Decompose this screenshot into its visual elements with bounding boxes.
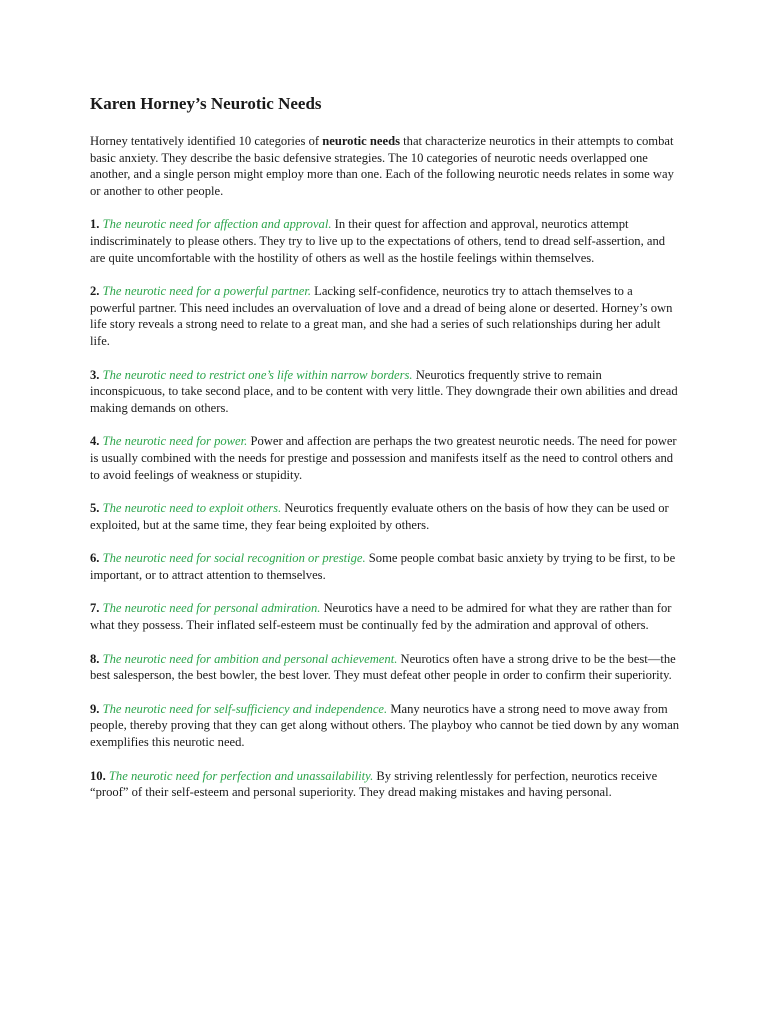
need-paragraph-8	[90, 651, 680, 684]
need-number: 4.	[90, 434, 100, 449]
document-title: Karen Horney’s Neurotic Needs	[90, 94, 322, 113]
need-number: 1.	[90, 217, 100, 232]
need-name: The neurotic need to exploit others.	[102, 501, 282, 516]
need-number: 6.	[90, 551, 100, 566]
need-paragraph-9	[90, 701, 680, 751]
need-paragraph-6	[90, 550, 680, 583]
need-paragraph-7	[90, 600, 680, 633]
need-description: Neurotics often have a strong drive to be the best—the best salesperson, the best bowler, the best lover. They must defeat other people in order to confirm their superiority.	[90, 651, 676, 683]
need-number: 9.	[90, 701, 100, 716]
need-description: Some people combat basic anxiety by trying to be first, to be important, or to attract attention to themselves.	[90, 551, 676, 582]
need-description: Power and affection are perhaps the two greatest neurotic needs. The need for power is usually combined with the needs for prestige and possession and manifests itself as the need to control others and to avoid feelings of weakness or stupidity.	[90, 434, 677, 482]
need-name: The neurotic need for affection and approval.	[102, 217, 332, 232]
intro-paragraph	[90, 133, 680, 199]
need-paragraph-5	[90, 500, 680, 533]
need-paragraph-2	[90, 283, 680, 349]
need-description: Lacking self-confidence, neurotics try to attach themselves to a powerful partner. This need includes an overvaluation of love and a dread of being alone or deserted. Horney’s own life story reveals a strong need to relate to a great man, and she had a series of such relationships during her adult life.	[90, 284, 673, 348]
need-number: 10.	[90, 768, 106, 783]
intro-bold-term: neurotic needs	[322, 134, 400, 148]
need-description: Many neurotics have a strong need to move away from people, thereby proving that they can get along without others. The playboy who cannot be tied down by any woman exemplifies this neurotic need.	[90, 701, 680, 750]
need-name: The neurotic need for personal admiration.	[102, 601, 321, 616]
need-name: The neurotic need for a powerful partner.	[102, 284, 311, 299]
intro-text-after: that characterize neurotics in their attempts to combat basic anxiety. They describe the basic defensive strategies. The 10 categories of neurotic needs overlapped one another, and a single person might employ more than one. Each of the following neurotic needs relates in some way or another to other people.	[90, 134, 674, 198]
need-number: 8.	[90, 651, 100, 666]
need-number: 3.	[90, 367, 100, 382]
need-name: The neurotic need for self-sufficiency and independence.	[102, 701, 388, 716]
need-description: Neurotics frequently evaluate others on the basis of how they can be used or exploited, but at the same time, they fear being exploited by others.	[90, 501, 669, 532]
document-page	[90, 93, 680, 818]
need-paragraph-1	[90, 216, 680, 266]
need-name: The neurotic need for social recognition or prestige.	[102, 551, 366, 566]
need-number: 7.	[90, 601, 100, 616]
need-paragraph-10	[90, 768, 680, 801]
need-name: The neurotic need to restrict one’s life within narrow borders.	[102, 367, 413, 382]
need-name: The neurotic need for power.	[102, 434, 248, 449]
need-description: By striving relentlessly for perfection, neurotics receive “proof” of their self-esteem and personal superiority. They dread making mistakes and having personal.	[90, 768, 658, 800]
need-number: 5.	[90, 501, 100, 516]
need-number: 2.	[90, 284, 100, 299]
need-description: In their quest for affection and approval, neurotics attempt indiscriminately to please others. They try to live up to the expectations of others, tend to dread self-assertion, and are quite uncomfortable with the hostility of others as well as the hostile feelings within themselves.	[90, 217, 666, 265]
need-name: The neurotic need for ambition and personal achievement.	[102, 651, 398, 666]
need-description: Neurotics have a need to be admired for what they are rather than for what they possess. Their inflated self-esteem must be continually fed by the admiration and approval of others.	[90, 601, 672, 633]
need-paragraph-4	[90, 433, 680, 483]
need-description: Neurotics frequently strive to remain inconspicuous, to take second place, and to be content with very little. They downgrade their own abilities and dread making demands on others.	[90, 367, 678, 415]
need-paragraph-3	[90, 367, 680, 417]
intro-text-before: Horney tentatively identified 10 categories of	[90, 134, 323, 148]
need-name: The neurotic need for perfection and unassailability.	[108, 768, 374, 783]
